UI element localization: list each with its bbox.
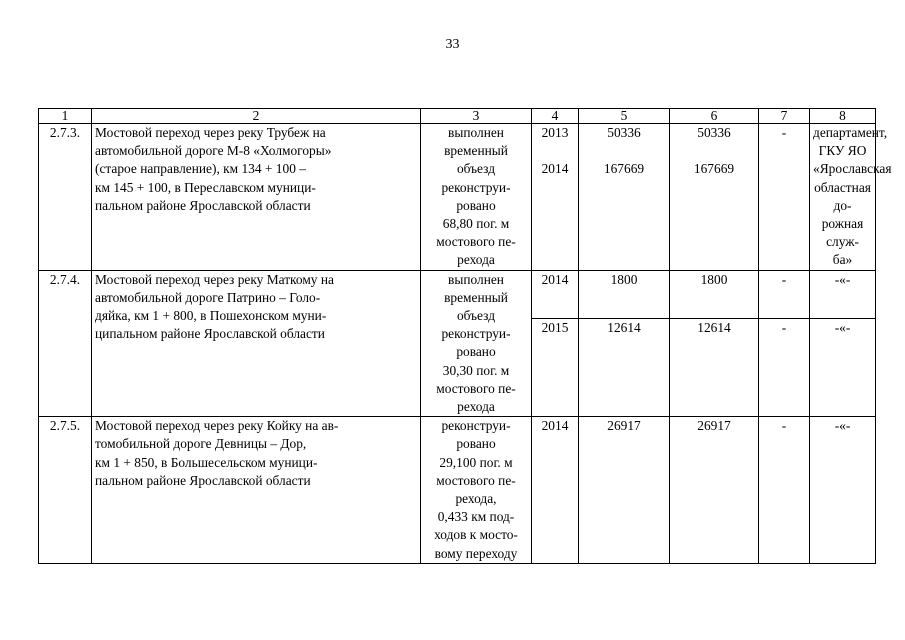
object-description: [92, 417, 421, 564]
col5-cell: 1800: [579, 270, 670, 318]
work-status: [421, 124, 532, 271]
status-line: временный: [444, 289, 508, 305]
responsible-cell: -«-: [810, 270, 876, 318]
col6-value: 50336: [697, 125, 731, 140]
year-cell: 2014: [532, 417, 579, 564]
col6-cell: 1800: [670, 270, 759, 318]
row-number: 2.7.3.: [39, 124, 92, 271]
status-line: ходов к мосто-: [434, 527, 518, 543]
description-line: томобильной дороге Девницы – Дор,: [95, 436, 307, 452]
status-line: 30,30 пог. м: [442, 362, 510, 378]
responsible-line: рожная служ-: [821, 216, 864, 250]
status-line: 29,100 пог. м: [439, 454, 513, 470]
description-line: автомобильной дороге Патрино – Голо-: [95, 289, 321, 305]
col6-cell: [670, 124, 759, 271]
table-row: [39, 124, 876, 271]
status-line: рехода: [457, 252, 495, 268]
description-line: Мостовой переход через реку Трубеж на: [95, 125, 326, 140]
year-value: 2013: [541, 125, 569, 140]
header-cell-6: 6: [670, 109, 759, 124]
work-status: [421, 417, 532, 564]
row-number: 2.7.4.: [39, 270, 92, 417]
col5-value: 167669: [603, 161, 645, 177]
description-line: Мостовой переход через реку Койку на ав-: [95, 418, 339, 434]
col5-cell: 26917: [579, 417, 670, 564]
header-cell-2: 2: [92, 109, 421, 124]
responsible-cell: [810, 124, 892, 271]
status-line: выполнен: [448, 125, 504, 140]
description-line: пальном районе Ярославской области: [95, 472, 311, 488]
header-cell-5: 5: [579, 109, 670, 124]
status-line: реконструи-: [441, 179, 511, 195]
status-line: мостового пе-: [436, 380, 516, 396]
responsible-line: «Ярославская: [813, 161, 892, 177]
col5-value: 50336: [607, 125, 641, 140]
status-line: объезд: [456, 308, 496, 324]
header-cell-3: 3: [421, 109, 532, 124]
status-line: мостового пе-: [436, 234, 516, 250]
description-line: дяйка, км 1 + 800, в Пошехонском муни-: [95, 308, 327, 324]
status-line: объезд: [456, 161, 496, 177]
status-line: вому переходу: [434, 545, 518, 561]
object-description: [92, 270, 421, 417]
description-line: км 1 + 850, в Большесельском муници-: [95, 454, 318, 470]
status-line: рехода: [457, 399, 495, 415]
responsible-line: ба»: [832, 252, 853, 268]
status-line: выполнен: [448, 271, 504, 287]
col6-cell: 12614: [670, 318, 759, 416]
header-cell-1: 1: [39, 109, 92, 124]
header-cell-8: 8: [810, 109, 876, 124]
data-table: [38, 108, 892, 564]
year-cell: 2014: [532, 270, 579, 318]
table-row: [39, 270, 876, 318]
col7-cell: -: [759, 417, 810, 564]
description-line: автомобильной дороге М-8 «Холмогоры»: [95, 143, 332, 159]
header-cell-4: 4: [532, 109, 579, 124]
description-line: (старое направление), км 134 + 100 –: [95, 161, 306, 177]
row-number: 2.7.5.: [39, 417, 92, 564]
status-line: 68,80 пог. м: [442, 216, 510, 232]
responsible-cell: -«-: [810, 417, 876, 564]
description-line: км 145 + 100, в Переславском муници-: [95, 179, 316, 195]
year-value: 2014: [541, 161, 569, 177]
col5-cell: [579, 124, 670, 271]
status-line: временный: [444, 143, 508, 159]
responsible-cell: -«-: [810, 318, 876, 416]
status-line: ровано: [456, 436, 496, 452]
description-line: ципальном районе Ярославской области: [95, 326, 325, 342]
year-cell: [532, 124, 579, 271]
col5-cell: 12614: [579, 318, 670, 416]
description-line: Мостовой переход через реку Маткому на: [95, 271, 334, 287]
status-line: ровано: [456, 197, 496, 213]
col7-cell: -: [759, 124, 810, 271]
col7-cell: -: [759, 318, 810, 416]
status-line: 0,433 км под-: [437, 509, 515, 525]
col6-value: 167669: [693, 161, 735, 177]
status-line: ровано: [456, 344, 496, 360]
header-cell-7: 7: [759, 109, 810, 124]
status-line: реконструи-: [441, 326, 511, 342]
object-description: [92, 124, 421, 271]
col6-cell: 26917: [670, 417, 759, 564]
header-row: [39, 109, 876, 124]
work-status: [421, 270, 532, 417]
responsible-line: ГКУ ЯО: [818, 143, 867, 159]
year-cell: 2015: [532, 318, 579, 416]
page-number: 33: [445, 37, 460, 52]
description-line: пальном районе Ярославской области: [95, 197, 311, 213]
status-line: реконструи-: [441, 418, 511, 434]
col7-cell: -: [759, 270, 810, 318]
status-line: мостового пе-: [436, 472, 516, 488]
responsible-line: департамент,: [813, 125, 888, 140]
status-line: рехода,: [455, 491, 497, 507]
table-row: [39, 417, 876, 564]
responsible-line: областная до-: [814, 179, 871, 213]
